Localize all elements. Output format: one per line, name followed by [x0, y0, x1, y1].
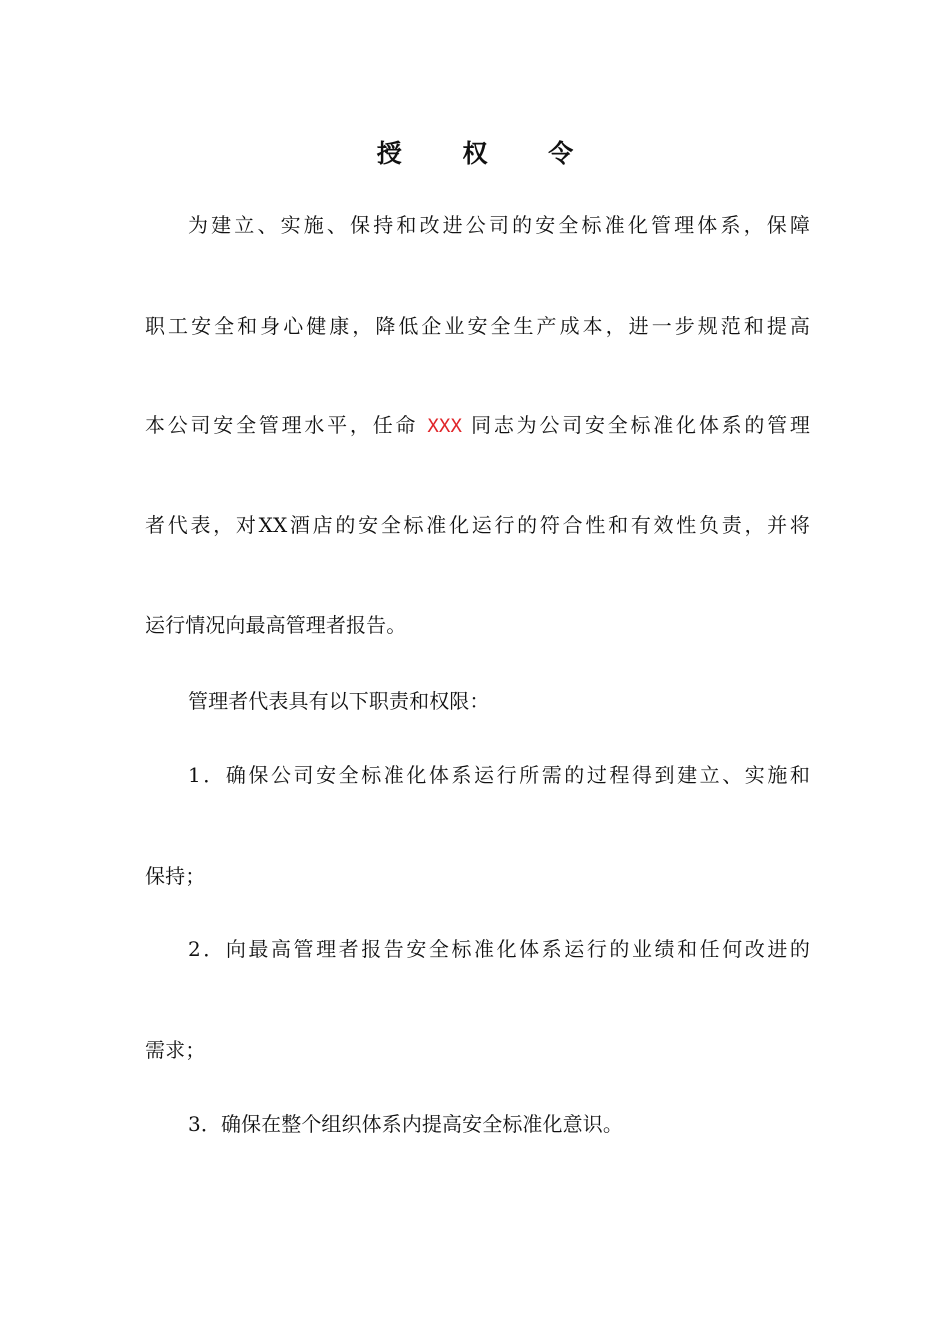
paragraph-1-line-2: 职工安全和身心健康，降低企业安全生产成本，进一步规范和提高	[145, 314, 810, 338]
line-3-after-name: 同志为公司安全标准化体系的管理	[471, 413, 811, 437]
item-1-line-1	[188, 761, 810, 789]
line-3-before-name: 本公司安全管理水平，任命	[145, 413, 419, 437]
paragraph-1-line-1: 为建立、实施、保持和改进公司的安全标准化管理体系，保障	[188, 213, 810, 237]
item-3-line-1	[188, 1110, 810, 1138]
item-1-number: 1．	[188, 763, 226, 787]
item-2-text: 向最高管理者报告安全标准化体系运行的业绩和任何改进的	[225, 937, 810, 961]
item-2-number: 2．	[188, 937, 226, 961]
item-2-line-2: 需求；	[145, 1038, 206, 1062]
item-3-text: 确保在整个组织体系内提高安全标准化意识。	[220, 1112, 623, 1136]
item-2-line-1	[188, 935, 810, 963]
paragraph-1-line-4: 者代表，对XX酒店的安全标准化运行的符合性和有效性负责，并将	[145, 513, 810, 537]
paragraph-2: 管理者代表具有以下职责和权限：	[188, 689, 490, 713]
item-3-number: 3．	[188, 1112, 221, 1136]
paragraph-1-line-3	[145, 411, 810, 440]
document-title: 授 权 令	[376, 139, 600, 168]
paragraph-1-line-5: 运行情况向最高管理者报告。	[145, 613, 407, 637]
appointee-name: XXX	[427, 415, 462, 437]
item-1-line-2: 保持；	[145, 864, 206, 888]
item-1-text: 确保公司安全标准化体系运行所需的过程得到建立、实施和	[225, 763, 810, 787]
